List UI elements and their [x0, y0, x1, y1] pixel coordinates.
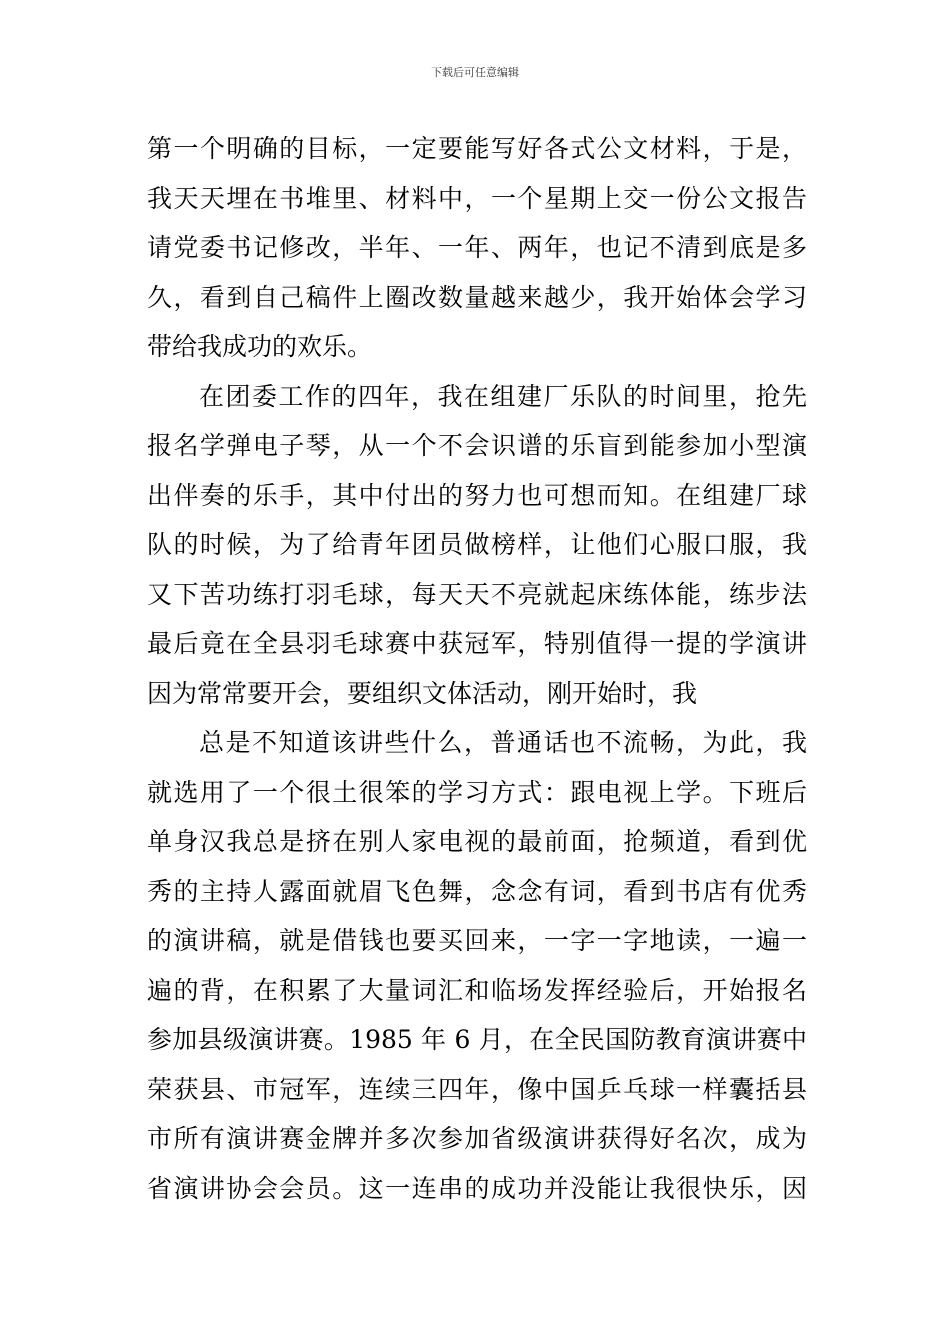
- text-line: 单身汉我总是挤在别人家电视的最前面，抢频道，看到优: [147, 827, 807, 856]
- text-line: 出伴奏的乐手，其中付出的努力也可想而知。在组建厂球: [147, 480, 807, 510]
- text-line: 因为常常要开会，要组织文体活动，刚开始时，我: [147, 678, 698, 708]
- page-header: 下载后可任意编辑: [431, 66, 519, 79]
- text-line: 的演讲稿，就是借钱也要买回来，一字一字地读，一遍一: [147, 926, 807, 955]
- document-body: [147, 124, 807, 1213]
- text-line: 参加县级演讲赛。1985 年 6 月，在全民国防教育演讲赛中: [147, 1025, 807, 1054]
- text-line: 队的时候，为了给青年团员做榜样，让他们心服口服，我: [147, 530, 807, 559]
- text-line: 市所有演讲赛金牌并多次参加省级演讲获得好名次，成为: [147, 1124, 807, 1153]
- text-line: 请党委书记修改，半年、一年、两年，也记不清到底是多: [147, 233, 807, 262]
- text-line: 秀的主持人露面就眉飞色舞，念念有词，看到书店有优秀: [147, 876, 807, 906]
- text-line: 就选用了一个很土很笨的学习方式：跟电视上学。下班后: [147, 777, 807, 807]
- text-line: 久，看到自己稿件上圈改数量越来越少，我开始体会学习: [147, 282, 807, 312]
- text-line: 报名学弹电子琴，从一个不会识谱的乐盲到能参加小型演: [147, 431, 807, 460]
- text-line: 第一个明确的目标，一定要能写好各式公文材料，于是，: [147, 134, 807, 163]
- paragraph-first-line: 在团委工作的四年，我在组建厂乐队的时间里，抢先: [199, 381, 807, 411]
- text-line: 又下苦功练打羽毛球，每天天不亮就起床练体能，练步法: [147, 579, 807, 609]
- text-line: 带给我成功的欢乐。: [147, 332, 373, 361]
- text-line: 省演讲协会会员。这一连串的成功并没能让我很快乐，因: [147, 1173, 807, 1203]
- text-line: 最后竟在全县羽毛球赛中获冠军，特别值得一提的学演讲: [147, 629, 807, 658]
- text-line: 荣获县、市冠军，连续三四年，像中国乒乓球一样囊括县: [147, 1074, 807, 1104]
- paragraph-first-line: 总是不知道该讲些什么，普通话也不流畅，为此，我: [199, 728, 807, 757]
- text-line: 遍的背，在积累了大量词汇和临场发挥经验后，开始报名: [147, 975, 807, 1005]
- text-line: 我天天埋在书堆里、材料中，一个星期上交一份公文报告: [147, 183, 807, 213]
